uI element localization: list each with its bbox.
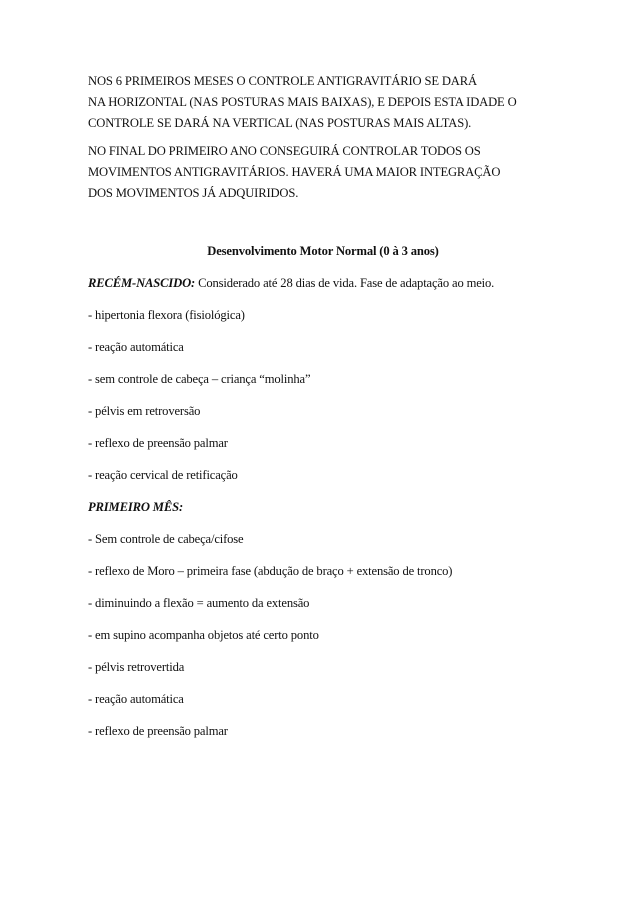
list-item: - reflexo de preensão palmar — [88, 724, 228, 738]
text-line: MOVIMENTOS ANTIGRAVITÁRIOS. HAVERÁ UMA MAIOR INTEGRAÇÃO — [88, 165, 501, 179]
list-item: - reação automática — [88, 692, 184, 706]
list-item: - sem controle de cabeça – criança “molinha” — [88, 372, 311, 386]
text-line: DOS MOVIMENTOS JÁ ADQUIRIDOS. — [88, 186, 299, 200]
section-title: Desenvolvimento Motor Normal (0 à 3 anos) — [207, 244, 439, 258]
text-line: CONTROLE SE DARÁ NA VERTICAL (NAS POSTURAS MAIS ALTAS). — [88, 116, 472, 130]
list-item: - reação automática — [88, 340, 184, 354]
list-item: - reação cervical de retificação — [88, 468, 238, 482]
list-item: - reflexo de preensão palmar — [88, 436, 228, 450]
text-line: NO FINAL DO PRIMEIRO ANO CONSEGUIRÁ CONTROLAR TODOS OS — [88, 144, 481, 158]
list-item: - reflexo de Moro – primeira fase (abdução de braço + extensão de tronco) — [88, 564, 453, 578]
first-month-heading — [88, 497, 558, 517]
newborn-label: RECÉM-NASCIDO: — [88, 276, 196, 290]
intro-paragraph-1 — [88, 71, 558, 134]
list-item: - diminuindo a flexão = aumento da extensão — [88, 596, 310, 610]
list-item: - pélvis retrovertida — [88, 660, 185, 674]
newborn-intro — [88, 273, 558, 293]
document-content — [88, 71, 558, 753]
list-item: - Sem controle de cabeça/cifose — [88, 532, 244, 546]
text-line: NA HORIZONTAL (NAS POSTURAS MAIS BAIXAS), E DEPOIS ESTA IDADE O — [88, 95, 517, 109]
newborn-description: Considerado até 28 dias de vida. Fase de adaptação ao meio. — [195, 276, 495, 290]
list-item: - em supino acompanha objetos até certo ponto — [88, 628, 319, 642]
list-item: - hipertonia flexora (fisiológica) — [88, 308, 245, 322]
intro-paragraph-2 — [88, 141, 558, 204]
first-month-label: PRIMEIRO MÊS: — [88, 500, 183, 514]
list-item: - pélvis em retroversão — [88, 404, 201, 418]
text-line: NOS 6 PRIMEIROS MESES O CONTROLE ANTIGRAVITÁRIO SE DARÁ — [88, 74, 477, 88]
